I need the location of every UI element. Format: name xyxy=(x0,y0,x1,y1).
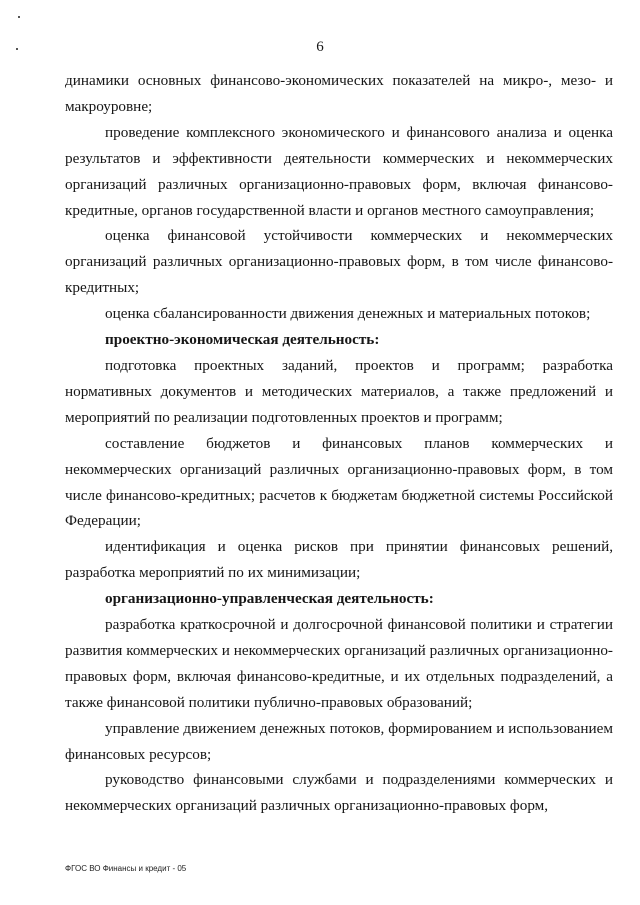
paragraph: проведение комплексного экономического и финансового анализа и оценка результатов и эффективности деятельности коммерческих и некоммерческих организаций различных организационно-правовых форм, включая финансово-кредитные, органов государственной власти и органов местного самоуправления; xyxy=(65,123,613,219)
document-body xyxy=(65,68,613,819)
section-heading: организационно-управленческая деятельность: xyxy=(105,590,434,608)
paragraph: оценка финансовой устойчивости коммерческих и некоммерческих организаций различных организационно-правовых форм, в том числе финансово-кредитных; xyxy=(65,227,613,297)
paragraph: оценка сбалансированности движения денежных и материальных потоков; xyxy=(105,305,591,323)
scan-mark xyxy=(18,16,20,18)
paragraph: управление движением денежных потоков, формированием и использованием финансовых ресурсов; xyxy=(65,719,613,763)
paragraph: динамики основных финансово-экономических показателей на микро-, мезо- и макроуровне; xyxy=(65,72,613,115)
paragraph: руководство финансовыми службами и подразделениями коммерческих и некоммерческих организаций различных организационно-правовых форм, xyxy=(65,771,613,815)
paragraph: разработка краткосрочной и долгосрочной финансовой политики и стратегии развития коммерческих и некоммерческих организаций различных организационно-правовых форм, включая финансово-кредитные, и их отдельных подразделений, а также финансовой политики публично-правовых образований; xyxy=(65,616,613,711)
paragraph: составление бюджетов и финансовых планов коммерческих и некоммерческих организаций различных организационно-правовых форм, в том числе финансово-кредитных; расчетов к бюджетам бюджетной системы Российской Федерации; xyxy=(65,434,613,530)
section-heading: проектно-экономическая деятельность: xyxy=(105,331,380,349)
footer-note: ФГОС ВО Финансы и кредит - 05 xyxy=(65,864,187,873)
paragraph: подготовка проектных заданий, проектов и программ; разработка нормативных документов и методических материалов, а также предложений и мероприятий по реализации подготовленных проектов и программ; xyxy=(65,356,613,426)
page-number: 6 xyxy=(316,39,324,55)
paragraph: идентификация и оценка рисков при принятии финансовых решений, разработка мероприятий по их минимизации; xyxy=(65,538,613,582)
